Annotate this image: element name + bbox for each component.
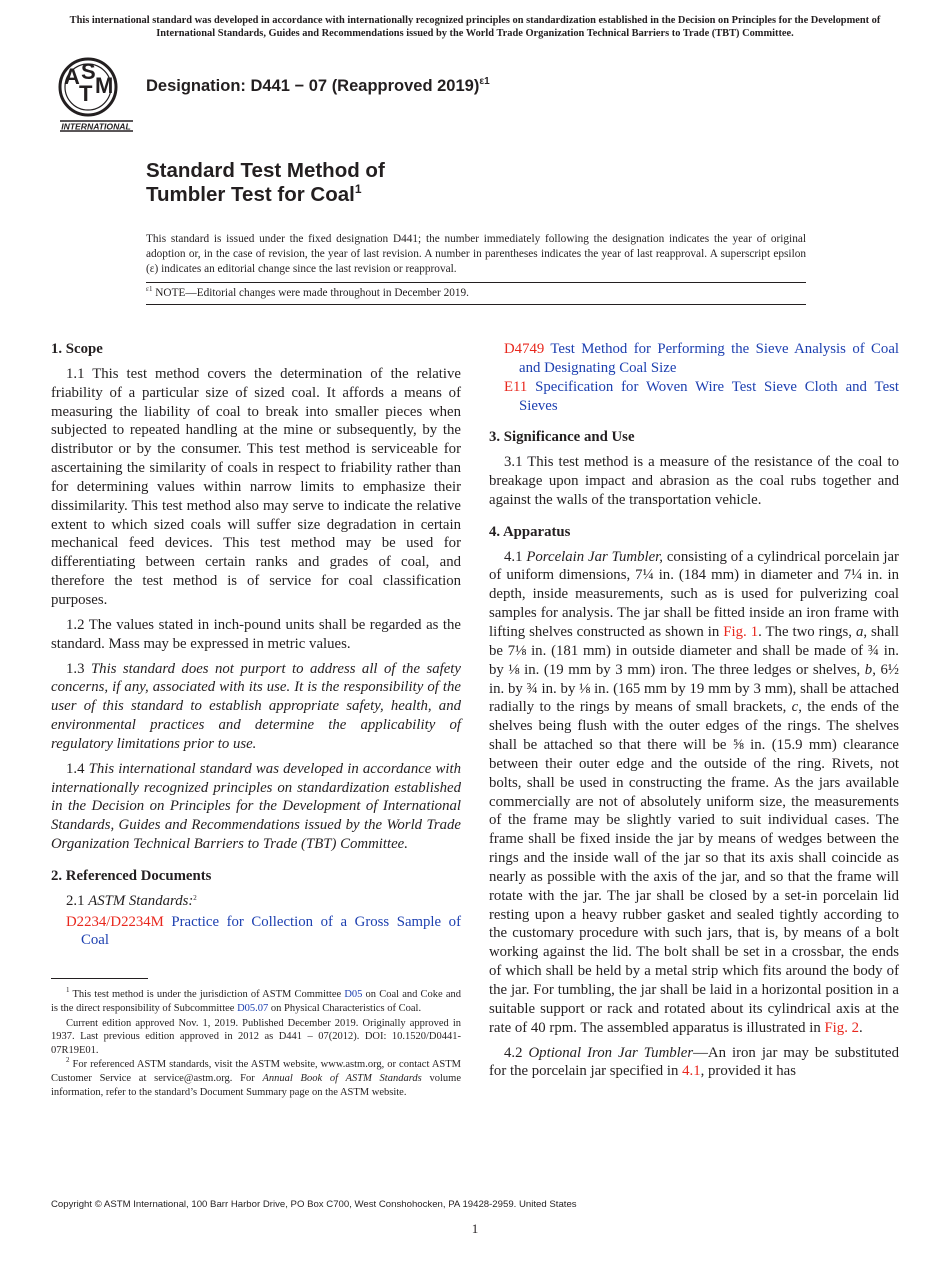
section-4-1-link[interactable]: 4.1 — [682, 1063, 701, 1080]
right-column — [489, 340, 899, 1081]
footnote-rule — [51, 978, 148, 979]
designation-epsilon: ε1 — [479, 76, 490, 87]
paragraph-4-1: 4.1 Porcelain Jar Tumbler, consisting of a cylindrical porcelain jar of uniform dimensions, 7¼ in. (184 mm) in diameter and 7¼ in. in depth, inside measurements, such as is used for pulverizing coal samples for analysis. The jar shall be fitted inside an iron frame with lifting shelves constructed as shown in Fig. 1. The two rings, a, shall be 7⅛ in. (181 mm) in outside diameter and shall be made of ¾ in. by ⅛ in. (19 mm by 3 mm) iron. The three ledges or shelves, b, 6½ in. by ¾ in. by ⅛ in. (165 mm by 19 mm by 3 mm), shall be attached radially to the rings by means of small brackets, c, the ends of the shelves being flush with the outer edges of the rings. The shelves shall be attached so that there will be ⅝ in. (15.9 mm) clearance between their outer edge and the outside of the ring. Rivets, not bolts, shall be used in constructing the frame. As the jars available commercially are not of absolutely uniform size, the measurements of the frame may be slightly varied to suit individual cases. The frame shall be fixed inside the jar by means of wedges between the rings and the inside wall of the jar so that its axis shall coincide as nearly as possible with the axis of the jar, and so that the frame will rotate with the jar. The jar shall be closed by a set-in porcelain lid resting upon a heavy rubber gasket and sealed tightly according to the customary procedure with such jars, that is, by means of a bolt working against the lid. The bolt shall be set in a crossbar, the ends of which shall be held by a metal strip which fits around the body of the jar. For tumbling, the jar shall be laid in a horizontal position in a suitable support or rack and rotated about its cylindrical axis at the rate of 40 rpm. The assembled apparatus is illustrated in Fig. 2. — [489, 548, 899, 1036]
reference-e11[interactable] — [489, 378, 899, 416]
paragraph-2-1: 2.1 ASTM Standards:$^2$ — [66, 892, 197, 909]
paragraph-4-2: 4.2 Optional Iron Jar Tumbler—An iron jar may be substituted for the porcelain jar specified in 4.1, provided it has — [489, 1044, 899, 1080]
svg-text:M: M — [95, 73, 114, 98]
figure-2-link[interactable]: Fig. 2 — [824, 1019, 859, 1036]
paragraph-1-1: 1.1 This test method covers the determination of the relative friability of a particular size of sized coal. It affords a means of measuring the liability of coal to break into smaller pieces when subjected to repeated handling at the mine or subsequently, by the distributor or by the consumer. This test method is serviceable for ascertaining the similarity of coals in respect to friability rather than for determining values within narrow limits to emphasize their dissimilarity. This test method also may serve to indicate the relative extent to which sized coals will suffer size degradation in certain mechanical feed devices. This test method may be used for differentiating between certain ranks and grades of coal, and therefore the test method is of service for coal classification purposes. — [51, 365, 461, 608]
paragraph-1-2: 1.2 The values stated in inch-pound units shall be regarded as the standard. Mass may be expressed in metric values. — [51, 616, 461, 652]
svg-text:S: S — [81, 59, 96, 84]
paragraph-1-4: 1.4 This international standard was developed in accordance with internationally recognized principles on standardization established in the Decision on Principles for the Development of International Standards, Guides and Recommendations issued by the World Trade Organization Technical Barriers to Trade (TBT) Committee. — [51, 760, 461, 853]
page-number: 1 — [471, 1221, 479, 1236]
reference-code-link[interactable]: E11 — [504, 378, 528, 395]
section-heading-apparatus: 4. Apparatus — [489, 523, 571, 540]
header-rule-bottom — [146, 304, 806, 305]
svg-text:INTERNATIONAL: INTERNATIONAL — [61, 121, 131, 132]
committee-link-d05[interactable]: D05 — [344, 989, 363, 1000]
svg-text:A: A — [64, 64, 80, 89]
paragraph-3-1: 3.1 This test method is a measure of the resistance of the coal to breakage upon impact and abrasion as the coal rubs together and against the walls of the transportation vehicle. — [489, 454, 899, 508]
copyright-notice: Copyright © ASTM International, 100 Barr Harbor Drive, PO Box C700, West Conshohocken, PA 19428-2959. United States — [51, 1199, 577, 1210]
reference-title-link[interactable]: Test Method for Performing the Sieve Analysis of Coal and Designating Coal Size — [519, 341, 899, 376]
paragraph-1-3: 1.3 This standard does not purport to address all of the safety concerns, if any, associated with its use. It is the responsibility of the user of this standard to establish appropriate safety, health, and environmental practices and determine the applicability of regulatory limitations prior to use. — [51, 660, 461, 752]
document-title: Standard Test Method of Tumbler Test for Coal$^1$ — [146, 159, 385, 206]
footnote-2: $^2$ For referenced ASTM standards, visit the ASTM website, www.astm.org, or contact ASTM Customer Service at service@astm.org. For Annual Book of ASTM Standards volume information, refer to the standard’s Document Summary page on the ASTM website. — [51, 1056, 461, 1098]
section-heading-scope: 1. Scope — [51, 341, 103, 357]
reference-d4749[interactable] — [489, 340, 899, 378]
reference-title-link[interactable]: Specification for Woven Wire Test Sieve Cloth and Test Sieves — [519, 378, 899, 414]
issued-statement: This standard is issued under the fixed designation D441; the number immediately following the designation indicates the year of original adoption or, in the case of revision, the year of last revision. A number in parentheses indicates the year of last reapproval. A superscript epsilon (ε) indicates an editorial change since the last revision or reapproval. — [146, 233, 806, 275]
footnotes — [51, 988, 461, 1100]
footnote-1-edition: Current edition approved Nov. 1, 2019. Published December 2019. Originally approved in 1937. Last previous edition approved in 2012 as D441 – 07(2012). DOI: 10.1520/D0441-07R19E01. — [51, 1017, 461, 1056]
footnote-1: $^1$ This test method is under the jurisdiction of ASTM Committee D05 on Coal and Coke and is the direct responsibility of Subcommittee D05.07 on Physical Characteristics of Coal. — [51, 986, 461, 1015]
section-heading-referenced: 2. Referenced Documents — [51, 867, 212, 884]
reference-d2234[interactable] — [51, 913, 461, 951]
figure-1-link[interactable]: Fig. 1 — [723, 623, 759, 640]
designation: Designation: D441 − 07 (Reapproved 2019)$^{\varepsilon 1}$ — [146, 76, 490, 95]
subcommittee-link-d05-07[interactable]: D05.07 — [237, 1003, 269, 1015]
reference-title-link[interactable]: Practice for Collection of a Gross Sample of Coal — [81, 913, 461, 949]
epsilon-note: $^{\varepsilon 1}$ NOTE—Editorial changes were made throughout in December 2019. — [146, 285, 469, 299]
svg-text:T: T — [79, 81, 93, 106]
section-heading-significance: 3. Significance and Use — [489, 429, 635, 446]
astm-logo-icon — [53, 57, 135, 133]
reference-code-link[interactable]: D2234/D2234M — [66, 913, 164, 930]
left-column — [51, 340, 461, 950]
header-rule-top — [146, 282, 806, 283]
reference-code-link[interactable]: D4749 — [504, 341, 545, 357]
top-notice: This international standard was developed in accordance with internationally recognized principles on standardization established in the Decision on Principles for the Development of International Standards, Guides and Recommendations issued by the World Trade Organization Technical Barriers to Trade (TBT) Committee. — [69, 15, 881, 39]
